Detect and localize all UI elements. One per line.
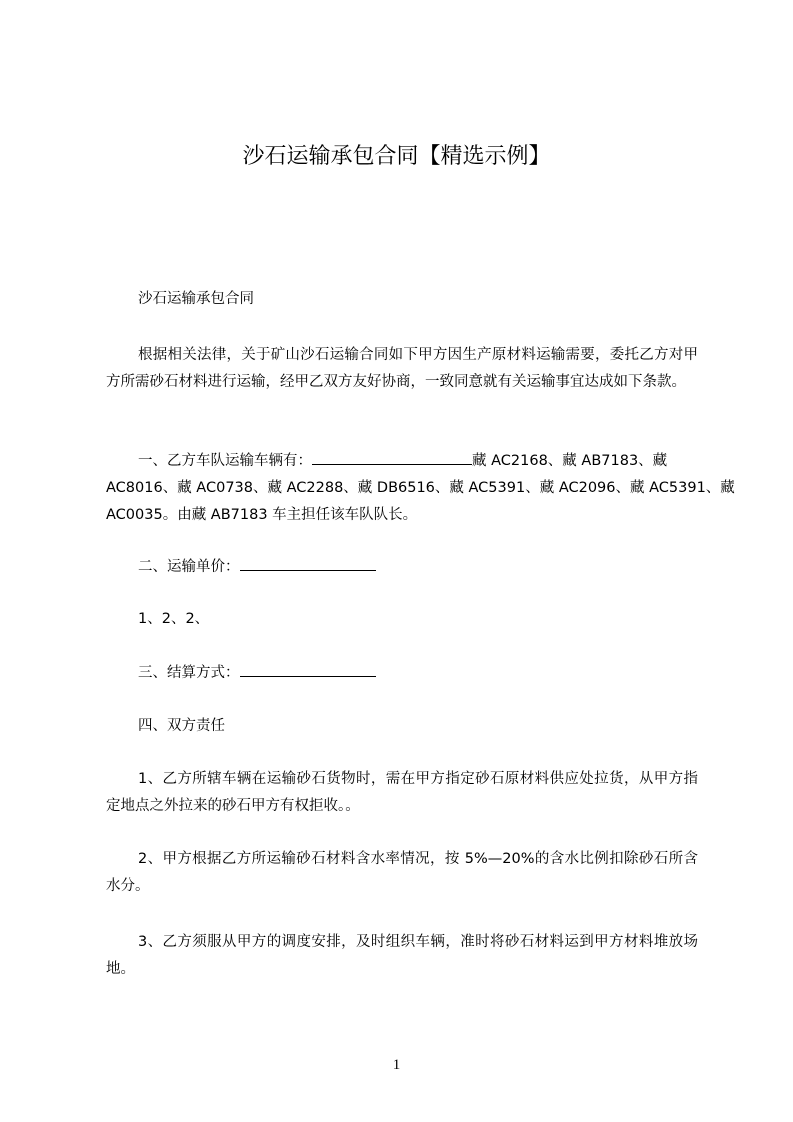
clause-1: 1、乙方所辖车辆在运输砂石货物时，需在甲方指定砂石原材料供应处拉货，从甲方指定地点之外拉来的砂石甲方有权拒收。。 bbox=[106, 771, 698, 814]
items-text: 1、2、2、 bbox=[138, 611, 210, 627]
responsibilities-heading: 四、双方责任 bbox=[138, 718, 225, 734]
clause-3: 3、乙方须服从甲方的调度安排，及时组织车辆，准时将砂石材料运到甲方材料堆放场地。 bbox=[106, 934, 698, 977]
vehicles-line-3: AC0035。由藏 AB7183 车主担任该车队队长。 bbox=[106, 507, 418, 523]
contract-subtitle bbox=[106, 286, 698, 313]
document-title: 沙石运输承包合同【精选示例】 bbox=[242, 144, 551, 169]
section-settlement bbox=[106, 660, 698, 687]
vehicles-line1-tail: 藏 AC2168、藏 AB7183、藏 bbox=[472, 453, 668, 469]
subtitle-text: 沙石运输承包合同 bbox=[138, 291, 254, 307]
vehicles-line-1 bbox=[106, 448, 698, 475]
clause-2: 2、甲方根据乙方所运输砂石材料含水率情况，按 5%—20%的含水比例扣除砂石所含水分。 bbox=[106, 851, 698, 894]
intro-paragraph: 根据相关法律，关于矿山沙石运输合同如下甲方因生产原材料运输需要，委托乙方对甲方所需砂石材料进行运输，经甲乙双方友好协商，一致同意就有关运输事宜达成如下条款。 bbox=[106, 347, 698, 390]
settlement-blank bbox=[240, 664, 376, 677]
section-unit-price bbox=[106, 554, 698, 581]
vehicles-blank bbox=[312, 452, 472, 465]
items-line bbox=[106, 606, 698, 633]
vehicles-line-2: AC8016、藏 AC0738、藏 AC2288、藏 DB6516、藏 AC5391、藏 AC2096、藏 AC5391、藏 bbox=[106, 480, 735, 496]
section-vehicles bbox=[106, 448, 735, 529]
vehicles-lead: 一、乙方车队运输车辆有： bbox=[138, 453, 312, 469]
page-number: 1 bbox=[392, 1057, 401, 1073]
settlement-label: 三、结算方式： bbox=[138, 665, 240, 681]
unit-price-blank bbox=[240, 558, 376, 571]
unit-price-label: 二、运输单价： bbox=[138, 559, 240, 575]
section-responsibilities bbox=[106, 713, 698, 740]
